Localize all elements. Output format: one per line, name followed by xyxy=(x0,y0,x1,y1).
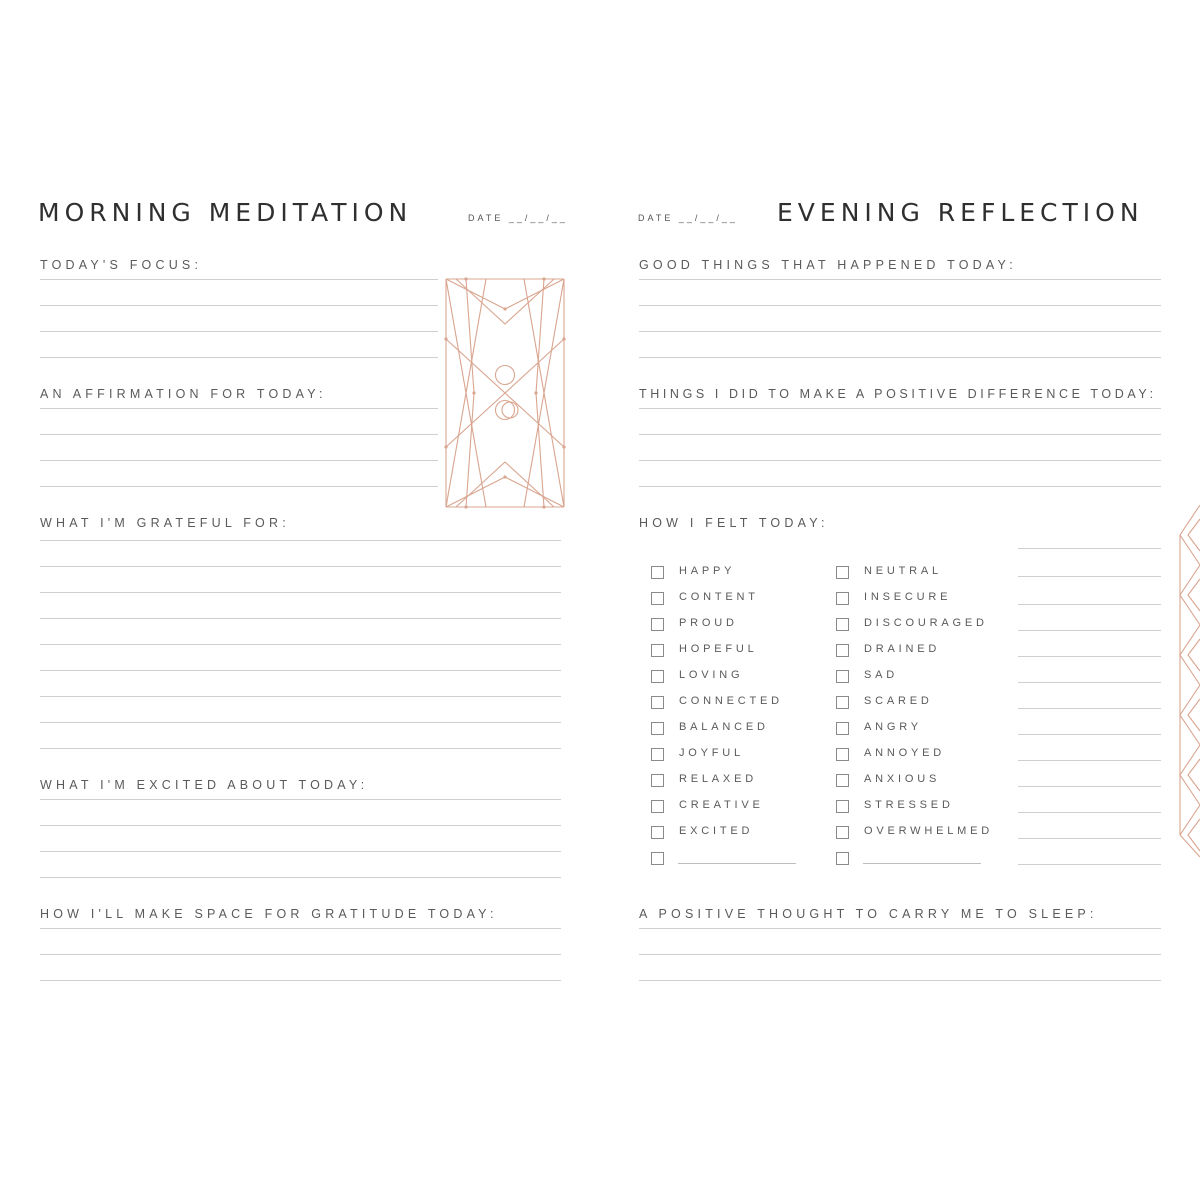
checkbox[interactable] xyxy=(836,826,849,839)
writing-line[interactable] xyxy=(40,408,438,409)
checkbox[interactable] xyxy=(651,592,664,605)
writing-line[interactable] xyxy=(1018,682,1161,683)
writing-line[interactable] xyxy=(1018,630,1161,631)
feeling-label: BALANCED xyxy=(679,721,769,733)
writing-line[interactable] xyxy=(1018,760,1161,761)
feeling-label: CREATIVE xyxy=(679,799,764,811)
checkbox[interactable] xyxy=(651,748,664,761)
feeling-label: STRESSED xyxy=(864,799,954,811)
writing-line[interactable] xyxy=(1018,604,1161,605)
writing-line[interactable] xyxy=(40,670,561,671)
checkbox[interactable] xyxy=(651,696,664,709)
feeling-label: PROUD xyxy=(679,617,738,629)
feeling-label: ANXIOUS xyxy=(864,773,941,785)
section-label: THINGS I DID TO MAKE A POSITIVE DIFFERENCE TODAY: xyxy=(639,387,1157,401)
checkbox[interactable] xyxy=(651,722,664,735)
checkbox[interactable] xyxy=(651,670,664,683)
feeling-label: EXCITED xyxy=(679,825,754,837)
writing-line[interactable] xyxy=(1018,786,1161,787)
checkbox[interactable] xyxy=(836,696,849,709)
writing-line[interactable] xyxy=(40,357,438,358)
writing-line[interactable] xyxy=(40,954,561,955)
date-field[interactable]: DATE __/__/__ xyxy=(468,213,568,223)
section-label: GOOD THINGS THAT HAPPENED TODAY: xyxy=(639,258,1017,272)
checkbox[interactable] xyxy=(651,852,664,865)
writing-line[interactable] xyxy=(40,331,438,332)
writing-line[interactable] xyxy=(40,592,561,593)
feeling-label: ANNOYED xyxy=(864,747,945,759)
checkbox[interactable] xyxy=(651,800,664,813)
writing-line[interactable] xyxy=(1018,864,1161,865)
section-label: A POSITIVE THOUGHT TO CARRY ME TO SLEEP: xyxy=(639,907,1098,921)
section-label: AN AFFIRMATION FOR TODAY: xyxy=(40,387,327,401)
feeling-label: HOPEFUL xyxy=(679,643,758,655)
feeling-label: JOYFUL xyxy=(679,747,744,759)
writing-line[interactable] xyxy=(40,305,438,306)
checkbox[interactable] xyxy=(651,774,664,787)
writing-line[interactable] xyxy=(40,799,561,800)
writing-line[interactable] xyxy=(40,851,561,852)
writing-line[interactable] xyxy=(40,980,561,981)
checkbox[interactable] xyxy=(836,566,849,579)
page-title: EVENING REFLECTION xyxy=(777,198,1144,227)
feeling-label: CONNECTED xyxy=(679,695,783,707)
writing-line[interactable] xyxy=(40,928,561,929)
writing-line[interactable] xyxy=(40,877,561,878)
checkbox[interactable] xyxy=(836,800,849,813)
writing-line[interactable] xyxy=(40,486,438,487)
writing-line[interactable] xyxy=(40,460,438,461)
feeling-label: LOVING xyxy=(679,669,744,681)
writing-line[interactable] xyxy=(40,279,438,280)
checkbox[interactable] xyxy=(836,748,849,761)
writing-line[interactable] xyxy=(639,486,1161,487)
feeling-label: CONTENT xyxy=(679,591,759,603)
custom-feeling-line[interactable] xyxy=(678,863,796,864)
feeling-label: RELAXED xyxy=(679,773,757,785)
date-field[interactable]: DATE __/__/__ xyxy=(638,213,738,223)
writing-line[interactable] xyxy=(40,618,561,619)
writing-line[interactable] xyxy=(639,357,1161,358)
feeling-label: SAD xyxy=(864,669,899,681)
page-title: MORNING MEDITATION xyxy=(38,198,413,227)
writing-line[interactable] xyxy=(40,722,561,723)
writing-line[interactable] xyxy=(1018,812,1161,813)
writing-line[interactable] xyxy=(639,928,1161,929)
checkbox[interactable] xyxy=(651,618,664,631)
writing-line[interactable] xyxy=(40,748,561,749)
writing-line[interactable] xyxy=(639,408,1161,409)
writing-line[interactable] xyxy=(639,954,1161,955)
geometric-moon-ornament xyxy=(446,279,564,507)
writing-line[interactable] xyxy=(40,434,438,435)
section-label: TODAY'S FOCUS: xyxy=(40,258,203,272)
writing-line[interactable] xyxy=(40,644,561,645)
checkbox[interactable] xyxy=(836,670,849,683)
feeling-label: DRAINED xyxy=(864,643,941,655)
checkbox[interactable] xyxy=(836,644,849,657)
writing-line[interactable] xyxy=(639,980,1161,981)
feeling-label: SCARED xyxy=(864,695,933,707)
section-label: HOW I'LL MAKE SPACE FOR GRATITUDE TODAY: xyxy=(40,907,498,921)
section-label: WHAT I'M EXCITED ABOUT TODAY: xyxy=(40,778,369,792)
checkbox[interactable] xyxy=(836,618,849,631)
writing-line[interactable] xyxy=(1018,734,1161,735)
writing-line[interactable] xyxy=(1018,656,1161,657)
writing-line[interactable] xyxy=(639,460,1161,461)
section-label: WHAT I'M GRATEFUL FOR: xyxy=(40,516,290,530)
feeling-label: DISCOURAGED xyxy=(864,617,988,629)
checkbox[interactable] xyxy=(836,722,849,735)
geometric-side-ornament xyxy=(1178,505,1200,857)
writing-line[interactable] xyxy=(40,566,561,567)
checkbox[interactable] xyxy=(651,826,664,839)
checkbox[interactable] xyxy=(651,644,664,657)
writing-line[interactable] xyxy=(40,825,561,826)
checkbox[interactable] xyxy=(836,852,849,865)
section-label: HOW I FELT TODAY: xyxy=(639,516,829,530)
writing-line[interactable] xyxy=(1018,576,1161,577)
checkbox[interactable] xyxy=(836,774,849,787)
feeling-label: ANGRY xyxy=(864,721,922,733)
writing-line[interactable] xyxy=(1018,548,1161,549)
checkbox[interactable] xyxy=(836,592,849,605)
feeling-label: HAPPY xyxy=(679,565,736,577)
checkbox[interactable] xyxy=(651,566,664,579)
writing-line[interactable] xyxy=(639,434,1161,435)
writing-line[interactable] xyxy=(1018,838,1161,839)
feeling-label: INSECURE xyxy=(864,591,952,603)
writing-line[interactable] xyxy=(639,305,1161,306)
writing-line[interactable] xyxy=(40,696,561,697)
custom-feeling-line[interactable] xyxy=(863,863,981,864)
writing-line[interactable] xyxy=(639,331,1161,332)
writing-line[interactable] xyxy=(1018,708,1161,709)
feeling-label: OVERWHELMED xyxy=(864,825,993,837)
feeling-label: NEUTRAL xyxy=(864,565,942,577)
writing-line[interactable] xyxy=(40,540,561,541)
writing-line[interactable] xyxy=(639,279,1161,280)
evening-reflection-page xyxy=(600,0,1200,1200)
